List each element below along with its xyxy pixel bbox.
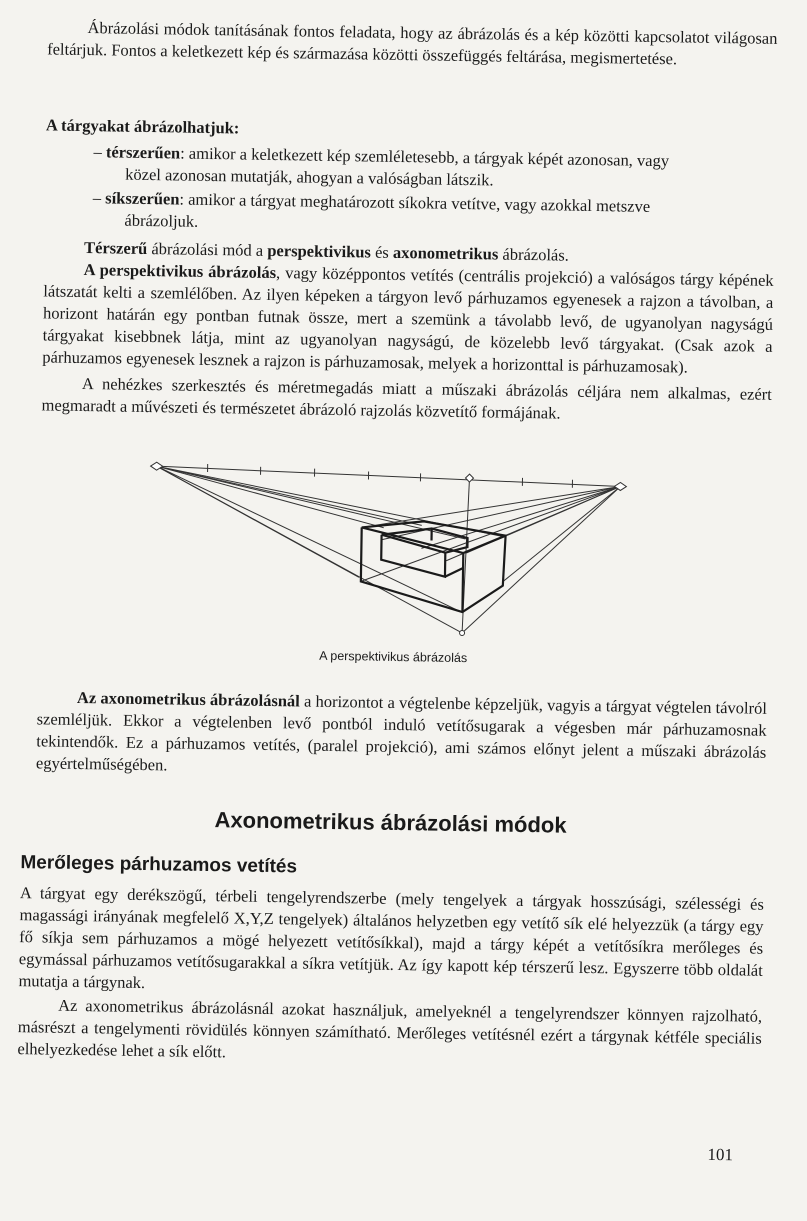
meroleges-section [17,882,764,1072]
center-point [465,474,473,482]
axon-body: a horizontot a végtelenbe képzeljük, vagyis a tárgyat végtelen távolról szemléljük. Ekkor a végtelenben levő pontból induló vetítősugarak a végesben már párhuzamosnak tekintendők. Ez a párhuzamos vetítés, (paralel projekció), ami számos előnyt jelent a műszaki ábrázolás egyértelműségében. [36,691,767,774]
bullet1-term: térszerűen [106,142,181,162]
bullet1-cont: közel azonosan mutatják, ahogyan a valóságban látszik. [125,164,775,196]
targyak-heading: A tárgyakat ábrázolhatjuk: [46,114,776,147]
page-number: 101 [707,1145,733,1165]
intro-text: Ábrázolási módok tanításának fontos feladata, hogy az ábrázolás és a kép közötti kapcsolatot világosan feltárjuk. Fontos a keletkezett kép és származása közötti összefüggés feltárása, megismertetése. [47,16,778,71]
nehezkes-paragraph: A nehézkes szerkesztés és méretmegadás miatt a műszaki ábrázolás céljára nem alkalmas, ezért megmaradt a művészeti és természetet ábrázoló rajzolás közvetítő formájának. [41,372,772,427]
terszeru-text-3: ábrázolás. [498,245,569,265]
bullet2-cont: ábrázoljuk. [124,210,774,242]
bullet2-text: : amikor a tárgyat meghatározott síkokra vetítve, vagy azokkal metszve [179,190,650,216]
terszeru-text-2: és [371,243,393,262]
bullet-sikszeruen: – síkszerűen: amikor a tárgyat meghatározott síkokra vetítve, vagy azokkal metszve ábrázoljuk. [102,187,775,242]
axonometrikus-term: axonometrikus [393,243,499,264]
section-title: Axonometrikus ábrázolási módok [0,804,794,843]
axon-term: Az axonometrikus ábrázolásnál [77,688,300,710]
axonometric-paragraph [36,686,767,785]
meroleges-paragraph-1: A tárgyat egy derékszögű, térbeli tengelyrendszerbe (mely tengelyek a tárgyak hosszúsági, szélességi és magassági irányának megfelelő X,Y,Z tengelyek) általános helyzetben egy vetítő sík elé helyezzük (a tárgy egy fő síkja sem párhuzamos a mögé helyezett vetítősíkkal), majd a tárgy képét a vetítősíkra merőleges és egymással párhuzamos vetítősugarakkal a síkra vetítjük. Az így kapott kép térszerű lesz. Egyszerre több oldalát mutatja a tárgynak. [18,882,764,1004]
horizon-line [156,466,620,486]
terszeru-text-1: ábrázolási mód a [147,239,267,260]
perspektivikus-term: perspektivikus [267,241,371,262]
persp-text: , vagy középpontos vetítés (centrális projekció) a valóságos tárgy képének látszatát kelti a szemlélőben. Az ilyen képeken a tárgyon levő párhuzamos egyenesek a rajzon a távolban, a horizont határán egy pontban futnak össze, mert a szemünk a távolabb levő, de ugyanolyan nagyságú tárgyakat kisebbnek látja, mint az ugyanolyan nagyságú, de közelebb levő tárgyakat. (Csak azok a párhuzamos egyenesek lesznek a rajzon is párhuzamosak, melyek a horizonttal is párhuzamosak). [42,263,774,376]
persp-term: A perspektivikus ábrázolás [84,260,277,282]
terszeru-term: Térszerű [84,238,148,258]
subsection-title: Merőleges párhuzamos vetítés [20,852,297,878]
perspective-lines [154,463,621,635]
figure-caption: A perspektivikus ábrázolás [0,644,797,671]
axon-text [36,686,767,785]
meroleges-paragraph-2: Az axonometrikus ábrázolásnál azokat használjuk, amelyeknél a tengelyrendszer könnyen rajzolható, másrészt a tengelymenti rövidülés könnyen számítható. Merőleges vetítésnél ezért a tárgynak kétféle speciális elhelyezkedése lehet a sík előtt. [17,994,762,1072]
bullet2-term: síkszerűen [105,188,180,208]
bottom-point [460,630,465,635]
bullet1-text: : amikor a keletkezett kép szemléletesebb, a tárgyak képét azonosan, vagy [180,144,669,171]
bullet-terszeruen: – térszerűen: amikor a keletkezett kép szemléletesebb, a tárgyak képét azonosan, vagy közel azonosan mutatják, ahogyan a valóságban látszik. [103,141,776,196]
